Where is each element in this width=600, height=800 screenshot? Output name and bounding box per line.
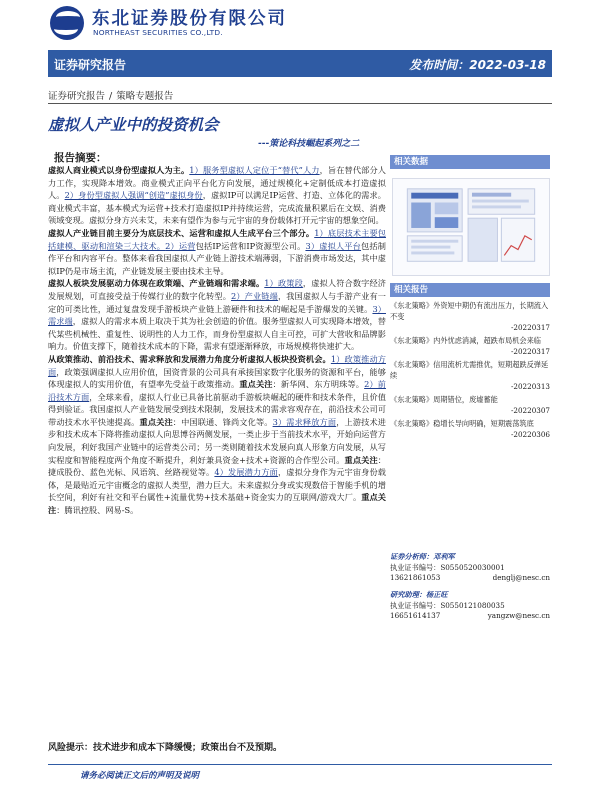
summary-text: ，旨在替代部分人力工作，实现降本增效。商业模式正向平台化方向发展，通过规模化+定制低成本打造虚拟人。 xyxy=(48,165,386,201)
related-reports-list xyxy=(390,300,550,442)
related-report-title[interactable]: 《东北策略》周期错位，废墟蓄能 xyxy=(390,395,498,404)
summary-highlight-text: 2）前沿技术方面 xyxy=(48,379,386,402)
related-reports-heading: 相关报告 xyxy=(390,283,550,297)
summary-highlight-text: 1）政策推动方面 xyxy=(48,353,386,377)
related-report-item[interactable] xyxy=(390,335,550,357)
summary-bold-text: 重点关注 xyxy=(139,416,173,427)
summary-paragraph xyxy=(48,227,386,277)
summary-bold-text: 重点关注 xyxy=(48,492,386,516)
publish-date: 发布时间：2022-03-18 xyxy=(409,58,546,72)
assistant-license: 执业证书编号：S0550121080035 xyxy=(390,600,505,610)
summary-highlight-text: 4）发展潜力方面 xyxy=(214,467,278,478)
summary-text: ，虚拟分身作为元宇宙身份载体，是最贴近元宇宙概念的虚拟人类型，潜力巨大。未来虚拟分身或实现数倍于智能手机的增长空间，利好有社交和平台属性+流量优势+技术基础+资金实力的互联网/游戏大厂。 xyxy=(48,467,386,503)
analyst-card xyxy=(390,552,550,584)
related-report-date: -20220317 xyxy=(510,347,550,356)
analyst-phone: 13621861053 xyxy=(390,573,441,582)
summary-body xyxy=(48,164,386,517)
summary-bold-text: 虚拟人产业链目前主要分为底层技术、运营和虚拟人生成平台三个部分。 xyxy=(48,227,315,238)
summary-bold-text: 重点关注 xyxy=(344,454,378,465)
summary-text: ：中国联通、锋尚文化等。 xyxy=(172,416,273,427)
summary-text: ，政策强调虚拟人应用价值，国资背景的公司具有承接国家数字化服务的资源和平台，能够体现虚拟人的实用价值，有望率先受益于政策推动。 xyxy=(48,366,386,390)
analyst-role: 证券分析师： xyxy=(390,552,434,561)
company-name-en: NORTHEAST SECURITIES CO.,LTD. xyxy=(93,28,223,37)
summary-heading: 报告摘要： xyxy=(54,152,107,164)
page-title: 虚拟人产业中的投资机会 xyxy=(48,115,219,134)
related-report-item[interactable] xyxy=(390,300,550,333)
related-data-heading: 相关数据 xyxy=(390,155,550,169)
related-report-item[interactable] xyxy=(390,359,550,392)
summary-highlight-text: 2）产业链端 xyxy=(231,290,278,301)
footer-disclaimer[interactable]: 请务必阅读正文后的声明及说明 xyxy=(80,771,200,781)
related-report-item[interactable] xyxy=(390,418,550,440)
chart-thumbnail xyxy=(393,179,549,275)
breadcrumb-separator: / xyxy=(109,91,113,102)
related-report-date: -20220306 xyxy=(510,430,550,439)
summary-text: 包括制作平台和内容平台。整体来看我国虚拟人产业链上游技术端薄弱，下游消费市场发达，其中虚拟IP仍是市场主流，产业链发展主要由技术主导。 xyxy=(48,240,386,276)
analyst-email[interactable]: denglj@nesc.cn xyxy=(492,573,550,582)
assistant-name: 杨正旺 xyxy=(425,590,448,599)
summary-paragraph xyxy=(48,277,386,353)
company-logo-icon xyxy=(50,6,84,40)
related-report-date: -20220313 xyxy=(510,382,550,391)
summary-paragraph xyxy=(48,353,386,517)
footer-divider xyxy=(48,764,552,765)
summary-highlight-text: 2）身份型虚拟人强调“创造”虚拟身份 xyxy=(64,190,203,201)
summary-bold-text: 从政策推动、前沿技术、需求释放和发展潜力角度分析虚拟人板块投资机会。 xyxy=(48,353,331,364)
summary-text: ：新华网、东方明珠等。 xyxy=(272,379,365,390)
summary-bold-text: 虚拟人板块发展驱动力体现在政策端、产业链端和需求端。 xyxy=(48,278,265,289)
summary-text: ，全球来看，虚拟人行业已具备比前驱动手游板块崛起的硬件和技术条件，且价值得到验证。我国虚拟人产业链发展受到技术限制，发展技术的需求容观存在，前沿技术公司可带动技术水平快速提高。 xyxy=(48,391,386,427)
summary-text: ，虚拟人符合数字经济发展规划，可直接受益于传媒行业的数字化转型。 xyxy=(48,278,386,301)
summary-paragraph xyxy=(48,164,386,227)
analyst-name: 邓利军 xyxy=(433,552,455,561)
summary-bold-text: 重点关注 xyxy=(239,379,273,390)
assistant-phone: 16651614137 xyxy=(390,611,441,620)
summary-highlight-text: 1）服务型虚拟人定位于“替代”人力 xyxy=(189,165,320,175)
related-report-date: -20220307 xyxy=(510,406,550,415)
related-report-title[interactable]: 《东北策略》外资短中期仍有流出压力，长期流入不变 xyxy=(390,301,549,321)
related-data-chart xyxy=(392,178,550,276)
summary-bold-text: 虚拟人商业模式以身份型虚拟人为主。 xyxy=(48,165,190,175)
summary-text: ：捷成股份、蓝色光标、风语筑、丝路视觉等。 xyxy=(48,454,386,478)
assistant-card xyxy=(390,590,550,622)
analyst-license: 执业证书编号：S0550520030001 xyxy=(390,562,505,572)
summary-highlight-text: 1）政策段 xyxy=(264,278,303,289)
section-label: 证券研究报告 xyxy=(54,58,127,72)
assistant-email[interactable]: yangzw@nesc.cn xyxy=(487,611,550,620)
summary-highlight-text: 3）虚拟人平台 xyxy=(305,240,362,251)
page-subtitle: ---策论科技崛起系列之二 xyxy=(258,139,360,149)
company-name-cn: 东北证券股份有限公司 xyxy=(92,9,287,29)
summary-text: ，虚拟人的需求本质上取决于其为社会创造的价值。服务型虚拟人可实现降本增效，替代某些机械性、重复性、说明性的人力工作，而身份型虚拟人自主可控，可扩大营收和品牌影响力。价值支撑下，随着技术成本的下降，需求有望逐渐释放，市场规模将快速扩大。 xyxy=(48,316,386,352)
related-report-title[interactable]: 《东北策略》稳增长导向明确，短期震荡筑底 xyxy=(390,419,534,428)
summary-text: ，上游技术进步和技术成本下降将推动虚拟人向思博谷两侧发展，一类止步于当前技术水平，开始向运营方向发展，利好我国产业链中的运营类公司；另一类则随着技术发展向真人形象方向发展，从写实程度和智能程度两个角度不断提升，利好兼具资金+技术+资源的合作型公司。 xyxy=(48,416,386,465)
related-report-title[interactable]: 《东北策略》信用流析尤需推优，短期超跌反弹延续 xyxy=(390,360,549,380)
related-report-date: -20220317 xyxy=(510,323,550,332)
summary-text: ：腾讯控股、网易-S。 xyxy=(56,505,139,516)
risk-notice: 风险提示：技术进步和成本下降缓慢；政策出台不及预期。 xyxy=(48,743,283,753)
header-bar xyxy=(48,50,552,77)
summary-highlight-text: 3）需求释放方面 xyxy=(272,416,337,427)
summary-highlight-text: 3）需求端 xyxy=(48,303,386,327)
breadcrumb-item[interactable]: 证券研究报告 xyxy=(48,91,106,102)
divider xyxy=(48,103,552,104)
related-report-title[interactable]: 《东北策略》内外忧虑消减，超跌布局机会来临 xyxy=(390,336,541,345)
assistant-role: 研究助理： xyxy=(390,590,426,599)
summary-highlight-text: 1）底层技术主要包括建模、驱动和渲染三大技术。 xyxy=(48,227,386,251)
summary-text: ，虚拟IP可以满足IP运营、打造、立体化的需求。商业模式丰富，基本模式为运营+技术打造虚拟IP并持续运营，完成流量积累后在文娱、消费领域变现。虚拟分身方兴未艾，未来有望作为参与元宇宙的身份载体打开元宇宙的想象空间。 xyxy=(48,190,386,226)
breadcrumb xyxy=(48,88,173,102)
related-report-item[interactable] xyxy=(390,394,550,416)
breadcrumb-item[interactable]: 策略专题报告 xyxy=(116,91,174,102)
company-logo xyxy=(50,6,287,40)
summary-text: 包括IP运营和IP资源型公司。 xyxy=(195,240,306,251)
summary-text: ，我国虚拟人与手游产业有一定的可类比性，通过复盘发现手游板块产业链上游硬件和技术的崛起是手游爆发的关键。 xyxy=(48,290,386,314)
summary-highlight-text: 2）运营 xyxy=(165,240,196,251)
